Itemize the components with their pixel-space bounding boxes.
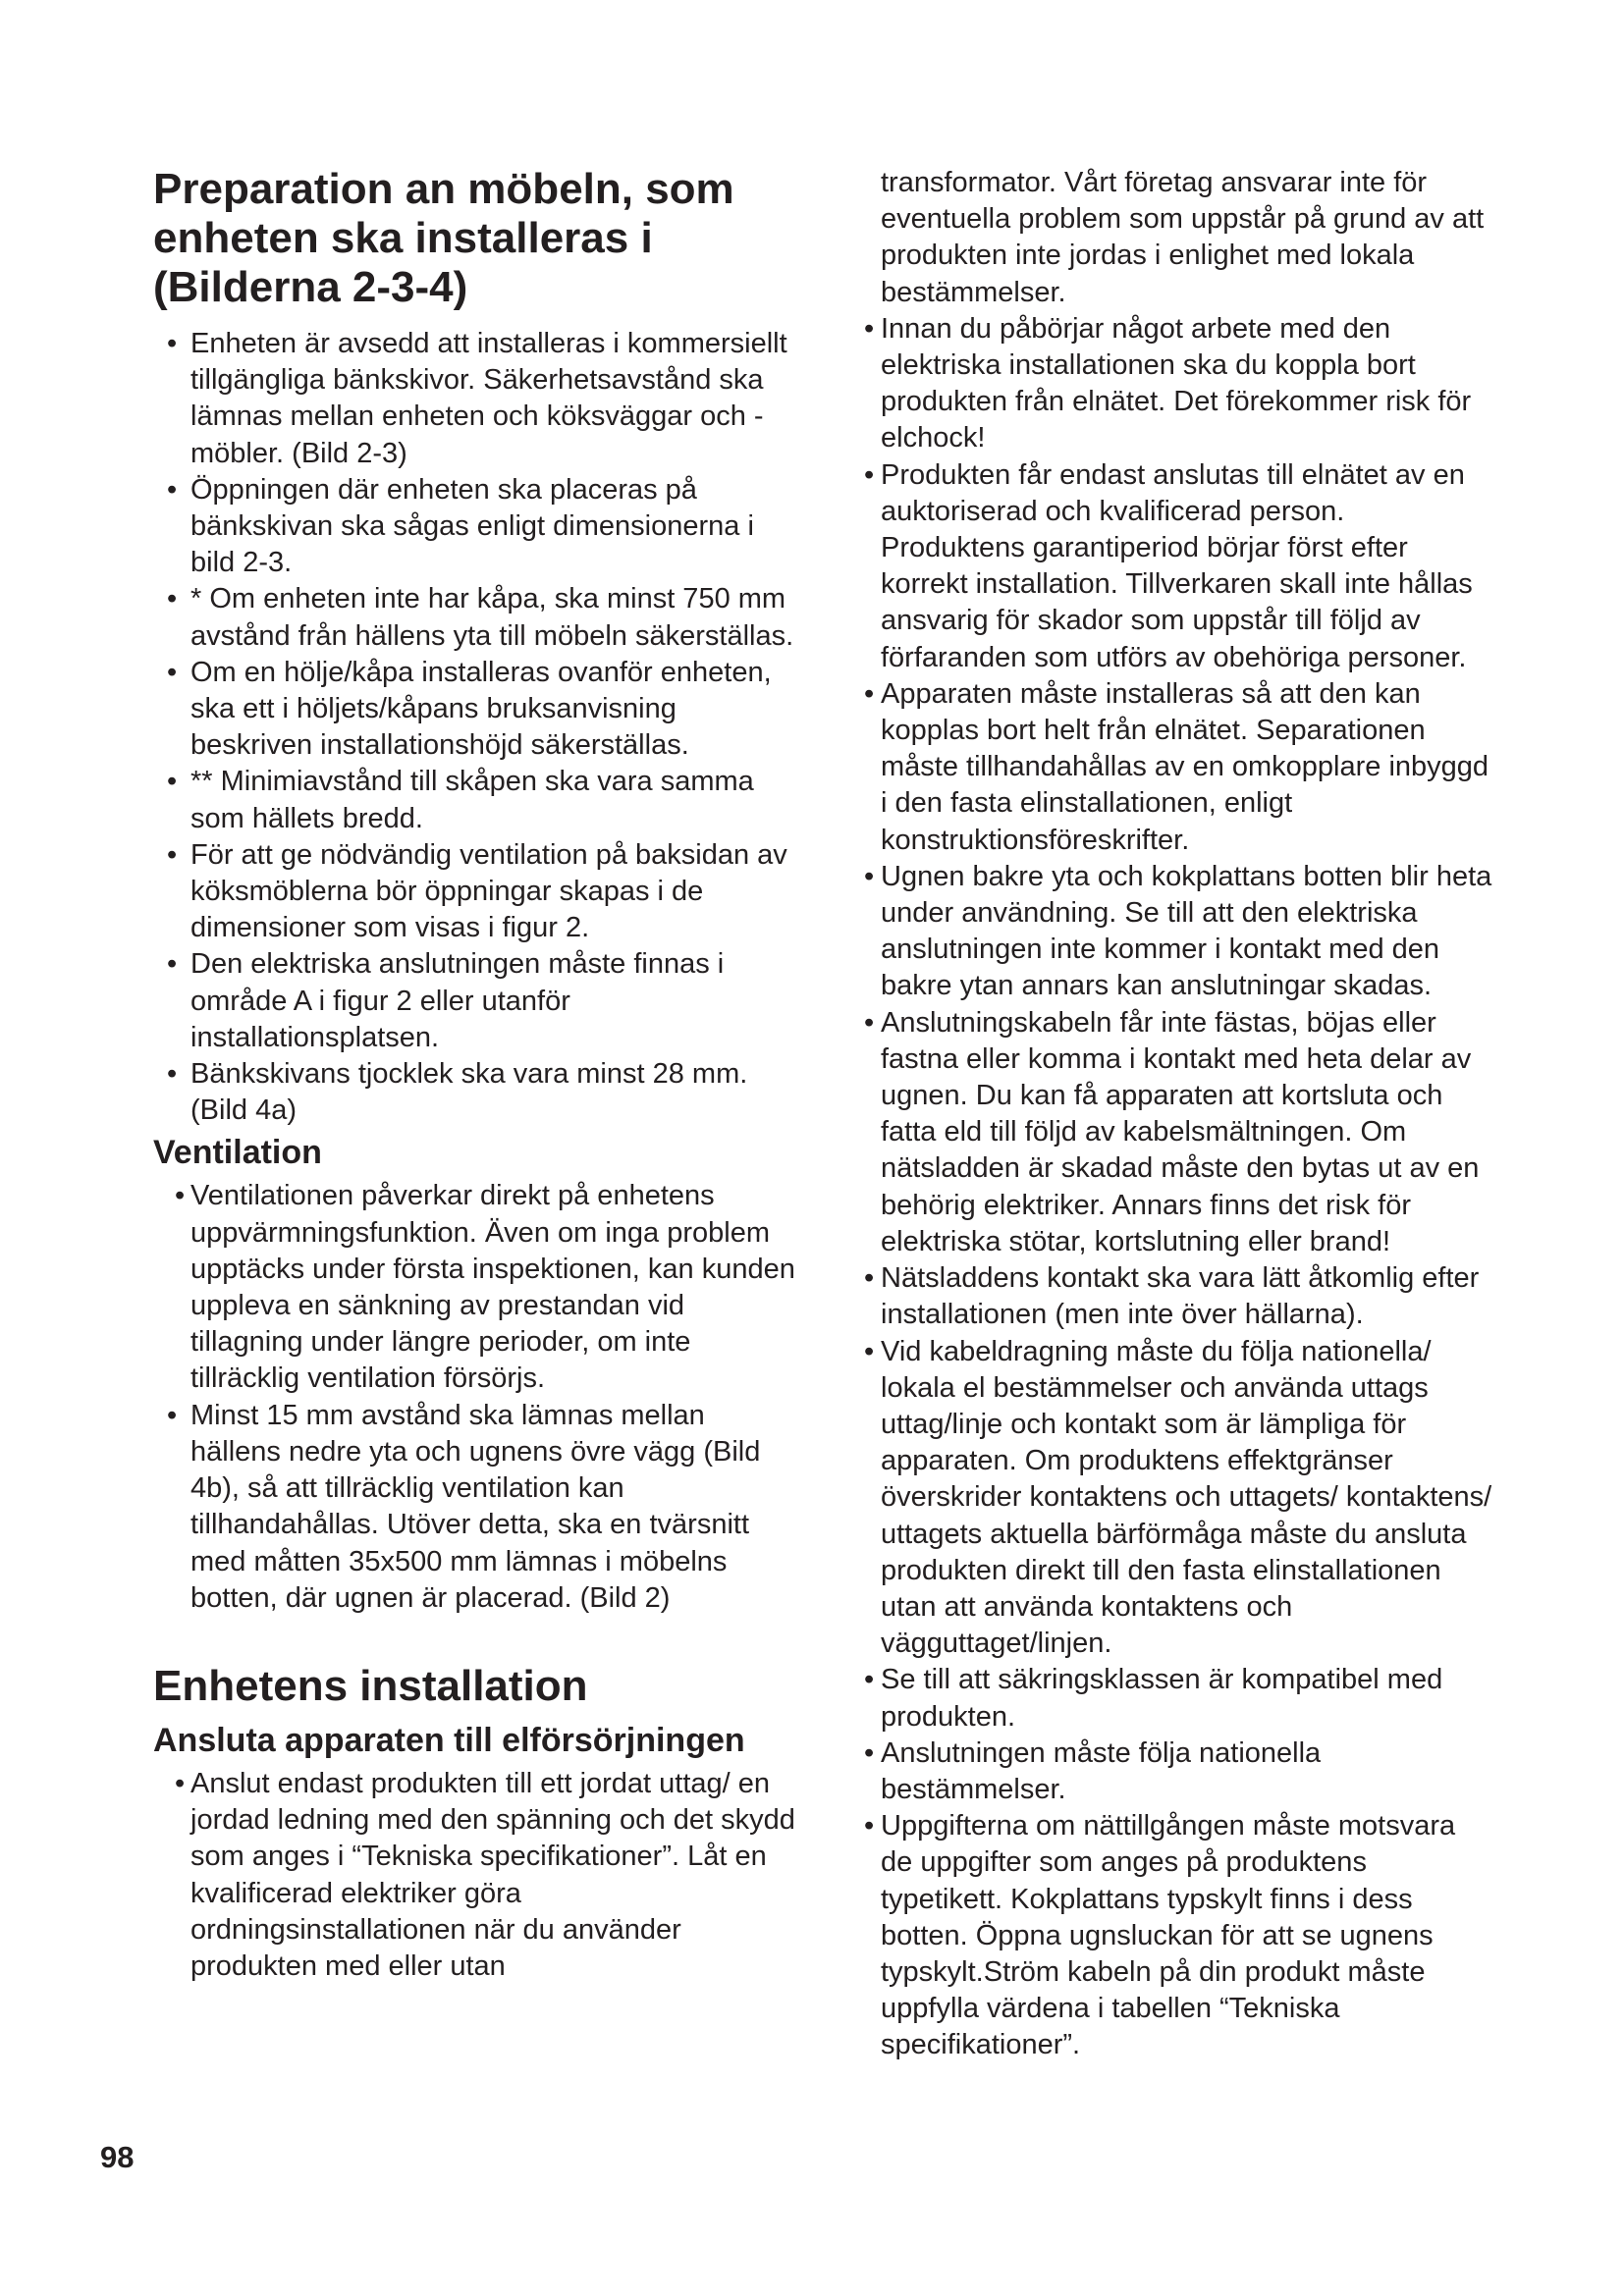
- prep-item-2: • Öppningen där enheten ska placeras på bänkskivan ska sågas enligt dimensionerna i bild 2-3.: [167, 473, 754, 579]
- install-heading: Enhetens installation: [153, 1661, 588, 1710]
- bullet-icon: •: [167, 766, 178, 798]
- bullet-icon: •: [167, 656, 178, 688]
- bullet-icon: •: [167, 948, 178, 981]
- bullet-icon: •: [864, 458, 875, 491]
- prep-item-6: • För att ge nödvändig ventilation på baksidan av köksmöblerna bör öppningar skapas i de dimensioner som visas i figur 2.: [167, 838, 787, 944]
- page-number: 98: [100, 2140, 135, 2174]
- ventilation-list: [153, 1178, 801, 1616]
- ventilation-heading: Ventilation: [153, 1134, 322, 1172]
- bullet-icon: •: [864, 312, 875, 345]
- continuation-text: transformator. Vårt företag ansvarar inte för eventuella problem som uppstår på grund av att produkten inte jordas i enlighet med lokala bestämmelser.: [881, 167, 1485, 308]
- power-heading: Ansluta apparaten till elförsörjningen: [153, 1721, 745, 1759]
- right-item-1: • Innan du påbörjar något arbete med den elektriska installationen ska du koppla bort produkten från elnätet. Det förekommer risk för elchock!: [864, 312, 1472, 454]
- prep-item-3: • * Om enheten inte har kåpa, ska minst 750 mm avstånd från hällens yta till möbeln säkerställas.: [167, 583, 794, 652]
- left-column: [153, 165, 801, 1985]
- bullet-icon: •: [864, 1262, 875, 1295]
- ventilation-item-1: • Ventilationen påverkar direkt på enhetens uppvärmningsfunktion. Även om inga problem upptäcks under första inspektionen, kan kunden uppleva en sänkning av prestandan vid tillagning under längre perioder, om inte tillräcklig ventilation försörjs.: [175, 1180, 795, 1395]
- right-item-6: • Nätsladdens kontakt ska vara lätt åtkomlig efter installationen (men inte över hällarna).: [864, 1262, 1480, 1331]
- prep-list: [153, 326, 801, 1129]
- bullet-icon: •: [864, 1810, 875, 1842]
- bullet-icon: •: [864, 1664, 875, 1696]
- right-item-7: • Vid kabeldragning måste du följa nationella/ lokala el bestämmelser och använda uttags uttag/linje och kontakt som är lämpliga för apparaten. Om produktens effektgränser överskrider kontaktens och uttagets/ kontaktens/ uttagets aktuella bärförmåga måste du ansluta produkten direkt till den fasta elinstallationen utan att använda kontaktens och vägguttaget/linjen.: [864, 1335, 1492, 1660]
- prep-item-4: • Om en hölje/kåpa installeras ovanför enheten, ska ett i höljets/kåpans bruksanvisning beskriven installationshöjd säkerställas.: [167, 656, 772, 762]
- right-item-4: • Ugnen bakre yta och kokplattans botten blir heta under användning. Se till att den elektriska anslutningen inte kommer i kontakt med den bakre ytan annars kan anslutningar skadas.: [864, 860, 1492, 1002]
- prep-item-1: • Enheten är avsedd att installeras i kommersiellt tillgängliga bänkskivor. Säkerhetsavstånd ska lämnas mellan enheten och köksväggar och -möbler. (Bild 2-3): [167, 328, 787, 469]
- bullet-icon: •: [864, 677, 875, 710]
- right-item-3: • Apparaten måste installeras så att den kan kopplas bort helt från elnätet. Separationen måste tillhandahållas av en omkopplare inbyggd i den fasta elinstallationen, enligt konstruktionsföreskrifter.: [864, 677, 1489, 856]
- prep-item-8: • Bänkskivans tjocklek ska vara minst 28 mm. (Bild 4a): [167, 1058, 748, 1127]
- right-item-9: • Anslutningen måste följa nationella bestämmelser.: [864, 1736, 1322, 1805]
- ventilation-item-2: • Minst 15 mm avstånd ska lämnas mellan hällens nedre yta och ugnens övre vägg (Bild 4b), så att tillräcklig ventilation kan tillhandahållas. Utöver detta, ska en tvärsnitt med måtten 35x500 mm lämnas i möbelns botten, där ugnen är placerad. (Bild 2): [167, 1399, 761, 1614]
- bullet-icon: •: [175, 1180, 186, 1212]
- bullet-icon: •: [167, 838, 178, 871]
- prep-item-5: • ** Minimiavstånd till skåpen ska vara samma som hällets bredd.: [167, 766, 754, 834]
- right-column: [864, 165, 1492, 2064]
- bullet-icon: •: [864, 1335, 875, 1367]
- page-title: Preparation an möbeln, som enheten ska installeras i (Bilderna 2-3-4): [153, 165, 734, 311]
- right-item-8: • Se till att säkringsklassen är kompatibel med produkten.: [864, 1664, 1443, 1733]
- right-item-2: • Produkten får endast anslutas till elnätet av en auktoriserad och kvalificerad person. Produktens garantiperiod börjar först efter korrekt installation. Tillverkaren skall inte hållas ansvarig för skador som uppstår till följd av förfaranden som utförs av obehöriga personer.: [864, 458, 1473, 673]
- bullet-icon: •: [167, 328, 178, 359]
- bullet-icon: •: [167, 1058, 178, 1091]
- right-item-5: • Anslutningskabeln får inte fästas, böjas eller fastna eller komma i kontakt med heta delar av ugnen. Du kan få apparaten att kortsluta och fatta eld till följd av kabelsmältningen. Om nätsladden är skadad måste den bytas ut av en behörig elektriker. Annars finns det risk för elektriska stötar, kortslutning eller brand!: [864, 1006, 1480, 1257]
- bullet-icon: •: [864, 1736, 875, 1769]
- bullet-icon: •: [864, 1006, 875, 1039]
- bullet-icon: •: [167, 583, 178, 615]
- bullet-icon: •: [864, 860, 875, 892]
- bullet-icon: •: [175, 1767, 186, 1799]
- bullet-icon: •: [167, 1399, 178, 1431]
- bullet-icon: •: [167, 473, 178, 506]
- right-item-10: • Uppgifterna om nättillgången måste motsvara de uppgifter som anges på produktens typetikett. Kokplattans typskylt finns i dess botten. Öppna ugnsluckan för att se ugnens typskylt.Ström kabeln på din produkt måste uppfylla värdena i tabellen “Tekniska specifikationer”.: [864, 1810, 1456, 2061]
- prep-item-7: • Den elektriska anslutningen måste finnas i område A i figur 2 eller utanför installationsplatsen.: [167, 948, 725, 1053]
- power-item-1: • Anslut endast produkten till ett jordat uttag/ en jordad ledning med den spänning och det skydd som anges i “Tekniska specifikationer”. Låt en kvalificerad elektriker göra ordningsinstallationen när du använder produkten med eller utan: [175, 1767, 795, 1982]
